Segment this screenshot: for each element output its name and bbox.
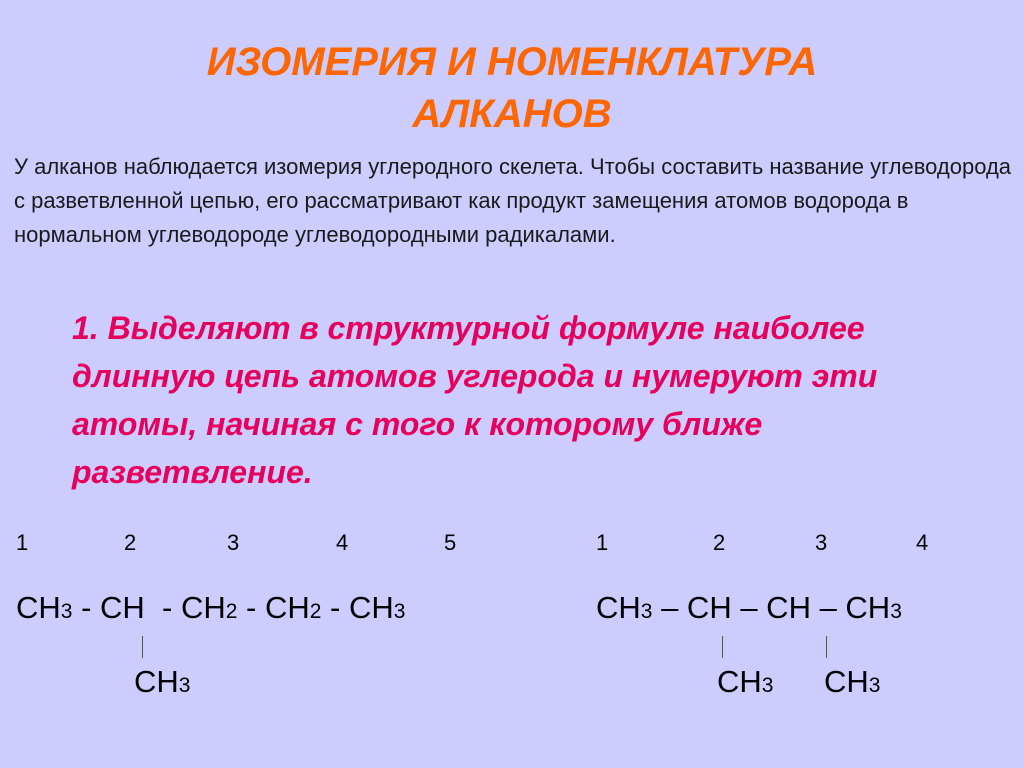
left-main-chain: CH3 - CH - CH2 - CH2 - CH3 <box>16 590 406 625</box>
right-branch-methyl-1: CH3 <box>717 664 774 699</box>
right-main-chain: CH3 – CH – CH – CH3 <box>596 590 902 625</box>
left-carbon-number-5: 5 <box>444 530 457 555</box>
right-carbon-number-4: 4 <box>916 530 929 555</box>
left-carbon-number-1: 1 <box>16 530 29 555</box>
right-branch-methyl-2: CH3 <box>824 664 881 699</box>
slide-title <box>0 36 1024 140</box>
left-branch-bond <box>142 636 143 658</box>
title-line-2: АЛКАНОВ <box>412 92 612 136</box>
right-branch-bond-2 <box>826 636 827 658</box>
intro-paragraph: У алканов наблюдается изомерия углеродного скелета. Чтобы составить название углеводорода с разветвленной цепью, его рассматривают как продукт замещения атомов водорода в нормальном углеводороде углеводородными радикалами. <box>14 154 1012 247</box>
rule-paragraph: 1. Выделяют в структурной формуле наиболее длинную цепь атомов углерода и нумеруют эти атомы, начиная с того к которому ближе разветвление. <box>72 310 878 490</box>
right-branch-bond-1 <box>722 636 723 658</box>
right-carbon-number-1: 1 <box>596 530 609 555</box>
title-line-1: ИЗОМЕРИЯ И НОМЕНКЛАТУРА <box>206 40 818 84</box>
left-carbon-number-2: 2 <box>124 530 137 555</box>
right-carbon-number-2: 2 <box>713 530 726 555</box>
left-branch-methyl: CH3 <box>134 664 191 699</box>
right-carbon-number-3: 3 <box>815 530 828 555</box>
left-carbon-number-4: 4 <box>336 530 349 555</box>
left-carbon-number-3: 3 <box>227 530 240 555</box>
